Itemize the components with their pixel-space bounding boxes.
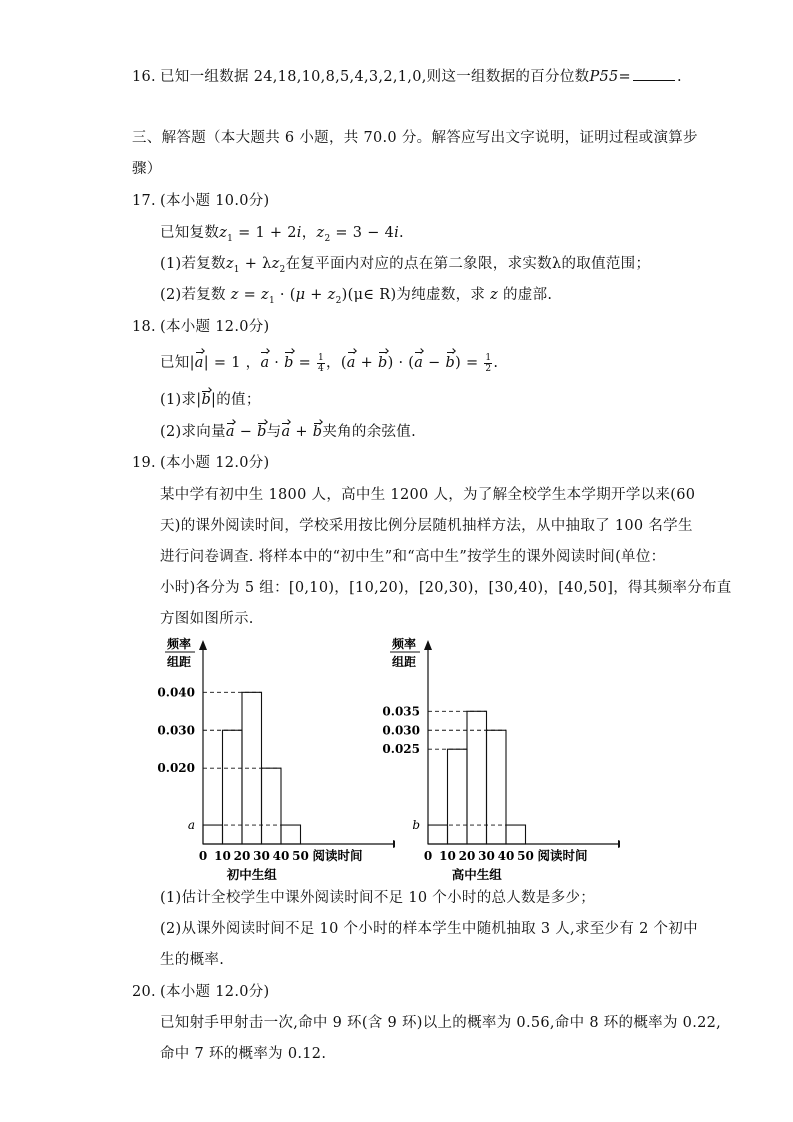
q18-part2-vec-a2: a	[281, 421, 290, 443]
q17-part2: (2)若复数 $z = z_1 \cdot (\mu$ + $z_2)(\mu\in$ R)为纯虚数，求 z 的虚部.	[160, 287, 553, 306]
q18-vec-b2: b	[378, 350, 388, 376]
q16-p55: P55	[589, 69, 619, 85]
q17-part1-c: 在复平面内对应的点在第二象限，求实数λ的取值范围；	[285, 256, 651, 272]
q16-end: .	[677, 69, 682, 85]
chart2-x-tick-label-0: 0	[423, 849, 433, 863]
q16-eq: =	[618, 69, 631, 85]
chart1-xlabel: 阅读时间	[312, 848, 363, 863]
q18-given-a: 已知|	[160, 355, 195, 371]
chart2-x-tick-label-3: 30	[478, 849, 495, 863]
chart2-x-tick-label-5: 50	[517, 849, 534, 863]
histogram-senior-high	[380, 632, 620, 884]
q18-part2	[160, 421, 416, 443]
q17-part2-b: =	[238, 287, 261, 303]
q17-given-a: 已知复数	[160, 225, 220, 241]
q19-line2: 天)的课外阅读时间，学校采用按比例分层随机抽样方法，从中抽取了 100 名学生	[160, 518, 693, 534]
chart1-bar-3	[262, 768, 282, 844]
q17-part1-z2: z	[271, 256, 280, 272]
chart2-y-tick-label-3: 0.035	[382, 704, 420, 719]
q19-number: 19.	[132, 455, 156, 471]
q18-vec-a4: a	[414, 350, 423, 376]
chart1-x-tick-label-1: 10	[214, 849, 231, 863]
chart1-bar-2	[242, 692, 262, 844]
q18-frac-half	[484, 353, 492, 374]
q20-score: (本小题 12.0分)	[160, 984, 270, 1000]
section3-heading-line1: 三、解答题（本大题共 6 小题，共 70.0 分。解答应写出文字说明，证明过程或演算步	[132, 130, 698, 146]
q18-frac-quarter	[317, 353, 325, 374]
q19-line4: 小时)各分为 5 组：[0,10)，[10,20)，[20,30)，[30,40)，[40,50]，得其频率分布直	[160, 580, 732, 596]
q17-part2-g: z	[490, 287, 499, 303]
chart1-y-tick-label-2: 0.030	[157, 723, 195, 738]
chart2-ylabel-bottom: 组距	[392, 655, 417, 669]
q19-line5: 方图如图所示.	[160, 611, 254, 627]
q17-z1-eq: = 1 + 2	[233, 225, 297, 241]
q19-score: (本小题 12.0分)	[160, 455, 270, 471]
q17-number: 17.	[132, 193, 156, 209]
q16-text-a: 已知一组数据 24,18,10,8,5,4,3,2,1,0,则这一组数据的百分位数	[160, 69, 590, 85]
q18-frac1-num: 1	[318, 352, 325, 363]
q18-given-end: .	[493, 355, 499, 371]
q18-part2-minus: −	[234, 424, 258, 440]
q20-line1: 已知射手甲射击一次,命中 9 环(含 9 环)以上的概率为 0.56,命中 8 环的概率为 0.22,	[160, 1015, 722, 1031]
q18-vec-a3: a	[347, 350, 356, 376]
q17-part2-z: z	[230, 287, 239, 303]
q17-part1-a: (1)若复数	[160, 256, 226, 272]
chart2-bar-0	[428, 825, 448, 844]
q18-vec-b3: b	[446, 350, 456, 376]
chart2-y-tick-label-1: 0.025	[382, 742, 420, 757]
q18-part1-vec-b: b	[201, 389, 211, 411]
q18-vec-a: a	[195, 350, 204, 376]
q19-line1: 某中学有初中生 1800 人，高中生 1200 人，为了解全校学生本学期开学以来(60	[160, 487, 696, 503]
section3-heading-line2: 骤）	[132, 161, 162, 177]
chart1-y-tick-label-0: a	[187, 818, 195, 833]
chart1-title: 初中生组	[226, 867, 277, 882]
chart1-ylabel-top: 频率	[167, 637, 192, 651]
chart1-x-tick-label-4: 40	[272, 849, 290, 863]
q17-part2-e: )(	[341, 287, 354, 303]
q18-eq: =	[293, 355, 316, 371]
chart2-x-tick-label-2: 20	[458, 849, 476, 863]
q17-part2-a: (2)若复数	[160, 287, 231, 303]
chart2-bar-1	[448, 749, 468, 844]
chart2-title: 高中生组	[451, 867, 502, 882]
q19-part2-line1: (2)从课外阅读时间不足 10 个小时的样本学生中随机抽取 3 人,求至少有 2 个初中	[160, 921, 698, 937]
q17-part1-z1: z	[225, 256, 234, 272]
q20-number: 20.	[132, 984, 156, 1000]
q18-part2-vec-a: a	[226, 421, 235, 443]
chart2-x-tick-label-4: 40	[497, 849, 515, 863]
q18-given	[160, 350, 498, 376]
chart2-y-tick-label-2: 0.030	[382, 723, 420, 738]
chart2-x-tick-label-1: 10	[439, 849, 456, 863]
q18-mid: ) · (	[387, 355, 415, 371]
q17-z2-eq: = 3 − 4	[330, 225, 395, 241]
q18-vec-b: b	[284, 350, 294, 376]
q17-i2: i	[394, 225, 400, 241]
q18-part1-a: (1)求|	[160, 392, 202, 408]
q19-part2-line2: 生的概率.	[160, 952, 225, 968]
chart2-x-axis-arrow	[618, 840, 620, 848]
chart1-x-tick-label-3: 30	[253, 849, 270, 863]
q17-part1: (1)若复数$z_1 + \lambda z_2$在复平面内对应的点在第二象限，求实数λ的取值范围；	[160, 256, 651, 275]
q18-part2-vec-b2: b	[313, 421, 323, 443]
q18-part2-a: (2)求向量	[160, 424, 226, 440]
q17-i1: i	[296, 225, 302, 241]
chart2-bar-3	[487, 730, 507, 844]
q18-part2-plus: +	[290, 424, 313, 440]
chart1-y-axis-arrow	[199, 640, 207, 650]
q17-score: (本小题 10.0分)	[160, 193, 270, 209]
q16-text	[160, 66, 682, 88]
q18-given-b: | = 1 ，	[203, 355, 261, 371]
q17-part2-z2: z	[327, 287, 336, 303]
q20-line2: 命中 7 环的概率为 0.12.	[160, 1046, 327, 1062]
chart1-x-tick-label-5: 50	[292, 849, 309, 863]
q18-part1-b: |的值；	[211, 392, 261, 408]
q17-part2-mu: μ	[295, 287, 306, 303]
q18-number: 18.	[132, 319, 156, 335]
chart2-y-axis-arrow	[424, 640, 432, 650]
chart1-y-tick-label-3: 0.040	[157, 685, 195, 700]
chart1-bar-4	[281, 825, 301, 844]
q18-vec-a2: a	[260, 350, 269, 376]
q17-part2-z1: z	[260, 287, 269, 303]
q18-part2-vec-b: b	[257, 421, 267, 443]
q17-part2-c: · (	[274, 287, 296, 303]
chart1-x-tick-label-2: 20	[233, 849, 251, 863]
q18-plus: +	[355, 355, 379, 371]
chart2-y-tick-label-0: b	[412, 818, 420, 833]
q17-z1: z	[219, 225, 228, 241]
chart2-ylabel-top: 频率	[392, 637, 417, 651]
q17-part2-h: 的虚部.	[498, 287, 553, 303]
chart1-x-tick-label-0: 0	[198, 849, 208, 863]
q18-part2-c: 夹角的余弦值.	[322, 424, 417, 440]
chart1-y-tick-label-1: 0.020	[157, 761, 195, 776]
q16-number: 16.	[132, 69, 156, 85]
q18-frac2-den: 2	[485, 363, 492, 374]
q18-frac2-num: 1	[485, 352, 492, 363]
q18-score: (本小题 12.0分)	[160, 319, 270, 335]
q18-part2-b: 与	[266, 424, 282, 440]
q16-answer-blank	[633, 66, 675, 81]
q17-part2-d: +	[305, 287, 328, 303]
histogram-junior-high	[155, 632, 395, 884]
q19-part1: (1)估计全校学生中课外阅读时间不足 10 个小时的总人数是多少；	[160, 890, 596, 906]
chart1-ylabel-bottom: 组距	[167, 655, 192, 669]
chart2-xlabel: 阅读时间	[537, 848, 588, 863]
q18-minus: −	[423, 355, 446, 371]
chart1-bar-1	[223, 730, 243, 844]
q18-dot: ·	[269, 355, 285, 371]
chart1-bar-0	[203, 825, 223, 844]
q18-frac1-den: 4	[318, 363, 325, 374]
chart2-bar-2	[467, 711, 487, 844]
q17-sep: ，	[301, 225, 317, 241]
q17-part2-f: μ∈ R)为纯虚数，求	[353, 287, 491, 303]
chart2-bar-4	[506, 825, 526, 844]
q17-z2: z	[316, 225, 325, 241]
q17-given-end: .	[399, 225, 404, 241]
q19-line3: 进行问卷调查. 将样本中的“初中生”和“高中生”按学生的课外阅读时间(单位：	[160, 549, 666, 565]
q17-part1-b: + λ	[239, 256, 272, 272]
q18-close: ) =	[455, 355, 484, 371]
q17-given: 已知复数$z_1 = 1 + 2i$，$z_2 = 3 - 4i$.	[160, 225, 404, 244]
q18-part1	[160, 389, 261, 411]
q18-comma: ，(	[326, 355, 347, 371]
